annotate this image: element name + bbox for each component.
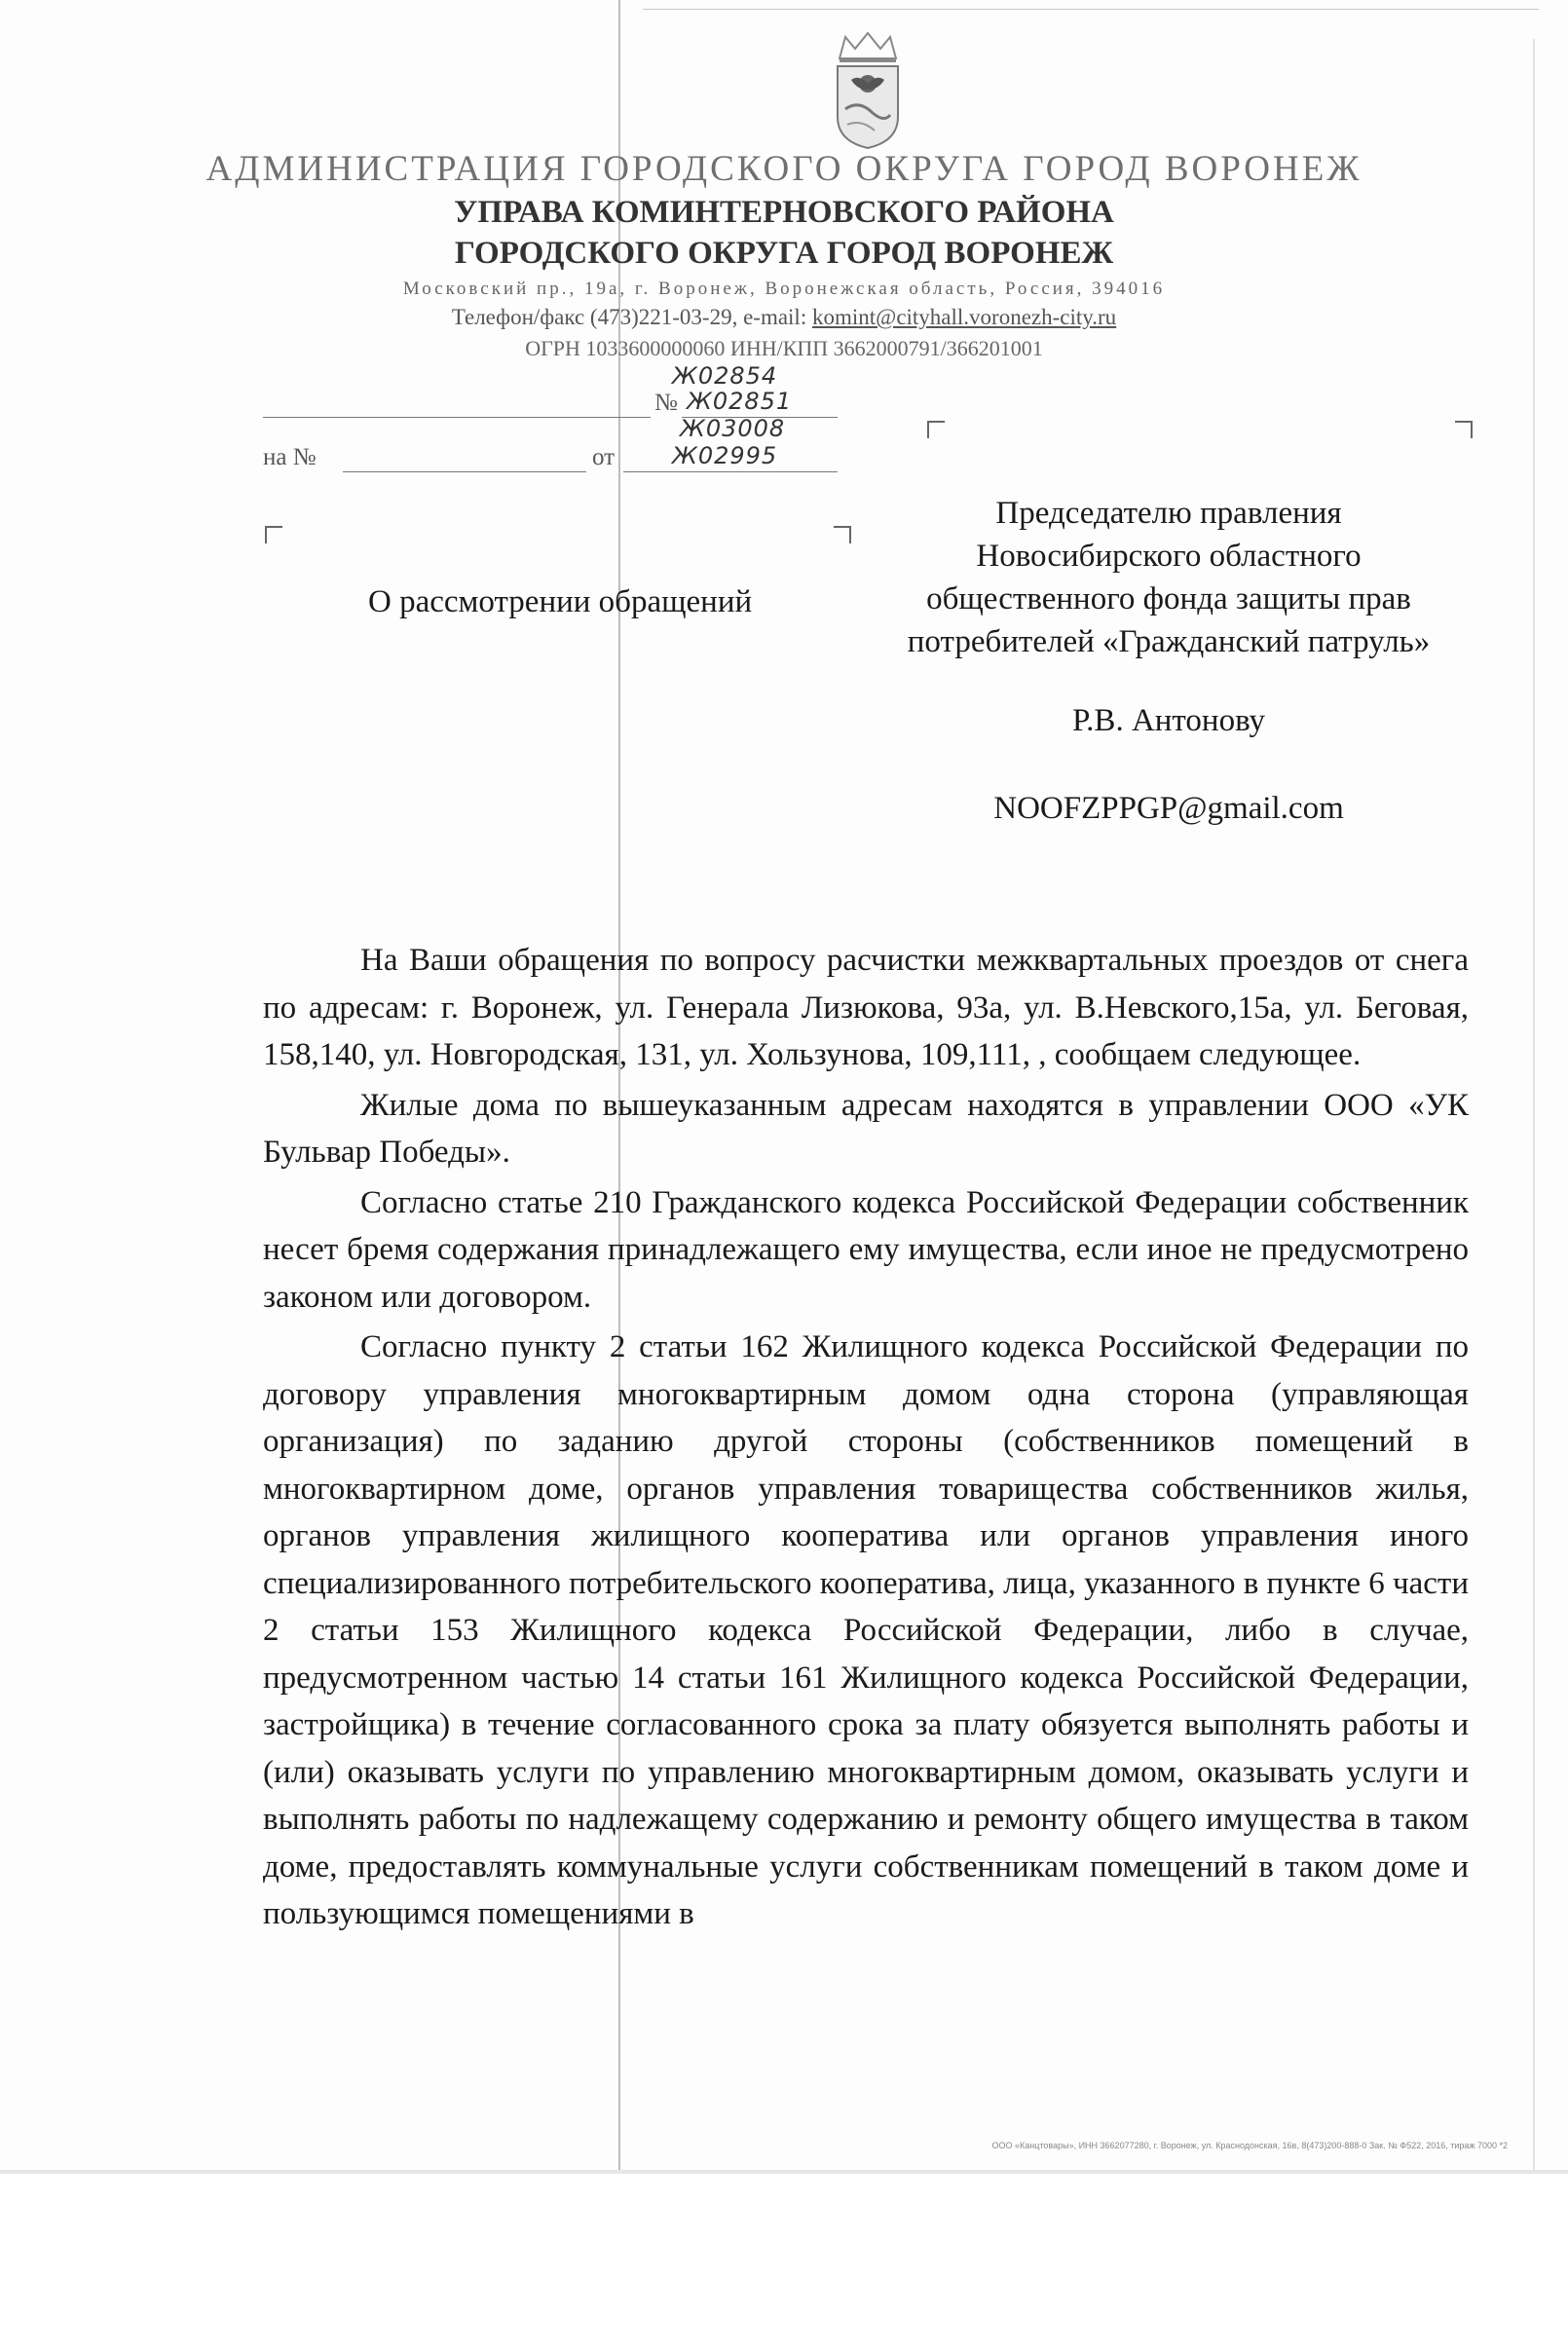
body-paragraph: Согласно пункту 2 статьи 162 Жилищного кодекса Российской Федерации по договору управления многоквартирным домом одна сторона (управляющая организация) по заданию другой стороны (собственников помещений в многоквартирном доме, органов управления товарищества собственников жилья, органов управления жилищного кооператива или органов управления иного специализированного потребительского кооператива, лица, указанного в пункте 6 части 2 статьи 153 Жилищного кодекса Российской Федерации, либо в случае, предусмотренном частью 14 статьи 161 Жилищного кодекса Российской Федерации, застройщика) в течение согласованного срока за плату обязуется выполнять работы и (или) оказывать услуги по управлению многоквартирным домом, оказывать услуги и выполнять работы по надлежащему содержанию и ремонту общего имущества в таком доме, предоставлять коммунальные услуги собственникам помещений в таком доме и пользующимся помещениями в xyxy=(263,1329,1470,1931)
handwritten-number-2: Ж02851 xyxy=(687,388,793,415)
handwritten-number-1: Ж02854 xyxy=(672,362,778,390)
reply-number-line xyxy=(343,471,586,472)
letter-body xyxy=(263,937,1469,1941)
body-paragraph: На Ваши обращения по вопросу расчистки межквартальных проездов от снега по адресам: г. Воронеж, ул. Генерала Лизюкова, 93а, ул. В.Невского,15а, ул. Беговая, 158,140, ул. Новгородская, 131, ул. Хользунова, 109,111, , сообщаем следующее. xyxy=(263,943,1469,1072)
reply-number-label: на № xyxy=(263,444,317,470)
subject-bracket-left xyxy=(265,526,282,543)
body-paragraph: Жилые дома по вышеуказанным адресам находятся в управлении ООО «УК Бульвар Победы». xyxy=(263,1087,1469,1170)
addressee-line: потребителей «Гражданский патруль» xyxy=(907,624,1431,659)
handwritten-number-4: Ж02995 xyxy=(672,442,778,469)
scan-artifact-top xyxy=(643,9,1539,10)
scan-margin-bottom xyxy=(0,2174,1568,2351)
date-line xyxy=(623,471,838,472)
recipient-email[interactable]: NOOFZPPGP@gmail.com xyxy=(993,791,1344,826)
recipient-name: Р.В. Антонову xyxy=(1071,703,1266,738)
administration-title: АДМИНИСТРАЦИЯ ГОРОДСКОГО ОКРУГА ГОРОД ВОРОНЕЖ xyxy=(205,149,1363,189)
body-paragraph: Согласно статье 210 Гражданского кодекса Российской Федерации собственник несет бремя содержания принадлежащего ему имущества, если иное не предусмотрено законом или договором. xyxy=(263,1184,1469,1315)
phone-fax: Телефон/факс (473)221-03-29, e-mail: xyxy=(451,305,812,329)
addressee-bracket-left xyxy=(927,421,945,438)
contact-line xyxy=(0,305,1568,330)
addressee-bracket-right xyxy=(1455,421,1473,438)
handwritten-number-3: Ж03008 xyxy=(680,415,786,442)
letter-subject: О рассмотрении обращений xyxy=(368,584,753,619)
addressee-line: общественного фонда защиты прав xyxy=(926,581,1411,616)
number-label: № xyxy=(654,390,678,416)
date-label: от xyxy=(592,444,616,470)
outgoing-number-line xyxy=(263,417,651,418)
postal-address: Московский пр., 19а, г. Воронеж, Воронежская область, Россия, 394016 xyxy=(402,279,1166,299)
coat-of-arms-icon xyxy=(830,29,906,151)
uprava-title: УПРАВА КОМИНТЕРНОВСКОГО РАЙОНА xyxy=(454,195,1114,230)
registry-numbers: ОГРН 1033600000060 ИНН/КПП 3662000791/366201001 xyxy=(525,336,1043,360)
subject-bracket-right xyxy=(834,526,851,543)
addressee-block xyxy=(857,492,1480,663)
district-title: ГОРОДСКОГО ОКРУГА ГОРОД ВОРОНЕЖ xyxy=(454,236,1114,271)
addressee-line: Новосибирского областного xyxy=(976,539,1362,574)
email-link[interactable]: komint@cityhall.voronezh-city.ru xyxy=(811,305,1117,329)
addressee-line: Председателю правления xyxy=(995,496,1342,531)
printer-imprint: ООО «Канцтовары», ИНН 3662077280, г. Воронеж, ул. Краснодонская, 16в, 8(473)200-888-0 Зак. № Ф522, 2016, тираж 7000 *2 xyxy=(991,2141,1508,2150)
